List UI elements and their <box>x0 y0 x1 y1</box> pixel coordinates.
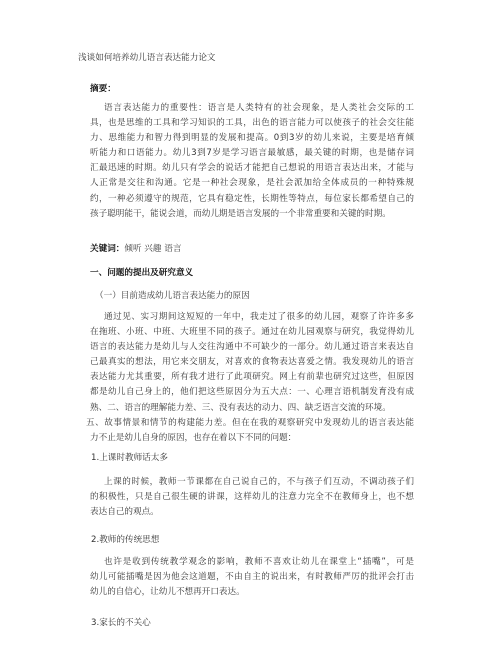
list-item-line: 幼儿可能插嘴是因为他会这道题，不由自主的说出来，有时教师严厉的批评会打击 <box>90 572 414 583</box>
abstract-line: 听能力和口语能力。幼儿3到7岁是学习语言最敏感，最关键的时期，也是储存词 <box>90 148 414 159</box>
body-line: 语言的表达能力是幼儿与人交往沟通中不可缺少的一部分。幼儿通过语言来表达自 <box>90 342 414 353</box>
subsection-heading: （一）目前造成幼儿语言表达能力的原因 <box>95 291 250 301</box>
abstract-heading: 摘要： <box>90 84 116 94</box>
list-item-paragraph <box>90 555 414 600</box>
body-line: 表达能力尤其重要，所有我才进行了此项研究。网上有前辈也研究过这些，但原因 <box>90 372 414 383</box>
abstract-line: 孩子聪明能干，能说会道，而幼儿期是语言发展的一个非常重要和关键的时期。 <box>90 208 391 219</box>
body-paragraph <box>86 310 414 446</box>
abstract-line: 具，也是思维的工具和学习知识的工具，出色的语言能力可以使孩子的社会交往能 <box>90 118 414 129</box>
body-line: 通过见、实习期间这短短的一年中，我走过了很多的幼儿园，观察了许许多多 <box>104 312 414 322</box>
body-line: 力不止是幼儿自身的原因，也存在着以下不同的问题： <box>90 432 297 443</box>
list-item-line: 表达自己的观点。 <box>90 507 159 518</box>
abstract-line: 约，一种必须遵守的规范，它具有稳定性，长期性等特点，每位家长都希望自己的 <box>90 193 414 204</box>
list-item-title: 1.上课时教师话太多 <box>91 453 168 463</box>
list-item-title: 2.教师的传统思想 <box>91 535 160 545</box>
keywords-label: 关键词： <box>90 244 125 254</box>
abstract-line: 汇最迅速的时期。幼儿只有学会的说话才能把自己想说的用语言表达出来，才能与 <box>90 163 414 174</box>
section-heading: 一、问题的提出及研究意义 <box>90 268 194 278</box>
body-line: 五、故事情景和情节的构建能力差。但在在我的观察研究中发现幼儿的语言表达能 <box>86 417 414 428</box>
abstract-paragraph <box>90 101 414 222</box>
abstract-line: 语言表达能力的重要性：语言是人类特有的社会现象，是人类社会交际的工 <box>104 103 414 113</box>
body-line: 己最真实的想法，用它来交朋友，对喜欢的食物表达喜爱之情。我发现幼儿的语言 <box>90 357 414 368</box>
body-line: 熟、二、语言的理解能力差、三、没有表达的动力、四、缺乏语言交流的环境。 <box>90 402 391 413</box>
list-item-line: 的积极性，只是自己很生硬的讲课，这样幼儿的注意力完全不在教师身上，也不想 <box>90 492 414 503</box>
body-line: 在拖班、小班、中班、大班里不同的孩子。通过在幼儿园观察与研究，我觉得幼儿 <box>90 327 414 338</box>
abstract-line: 力、思维能力和智力得到明显的发展和提高。0到3岁的幼儿来说，主要是培育倾 <box>90 133 414 144</box>
keywords <box>90 242 181 257</box>
list-item-title: 3.家长的不关心 <box>91 618 151 628</box>
list-item-line: 上课的时候，教师一节课都在自己说自己的，不与孩子们互动，不调动孩子们 <box>104 477 414 487</box>
body-line: 都是幼儿自己身上的，他们把这些原因分为五大点：一、心理言语机制发育没有成 <box>90 387 414 398</box>
document-title: 浅谈如何培养幼儿语言表达能力论文 <box>78 53 216 63</box>
abstract-line: 人正常是交往和沟通。它是一种社会现象，是社会派加给全体成员的一种特殊规 <box>90 178 414 189</box>
list-item-paragraph <box>90 475 414 520</box>
keywords-value: 倾听 兴趣 语言 <box>124 244 182 254</box>
list-item-line: 幼儿的自信心，让幼儿不想再开口表达。 <box>90 587 245 598</box>
list-item-line: 也许是收到传统教学观念的影响，教师不喜欢让幼儿在课堂上“插嘴”，可是 <box>104 557 414 567</box>
